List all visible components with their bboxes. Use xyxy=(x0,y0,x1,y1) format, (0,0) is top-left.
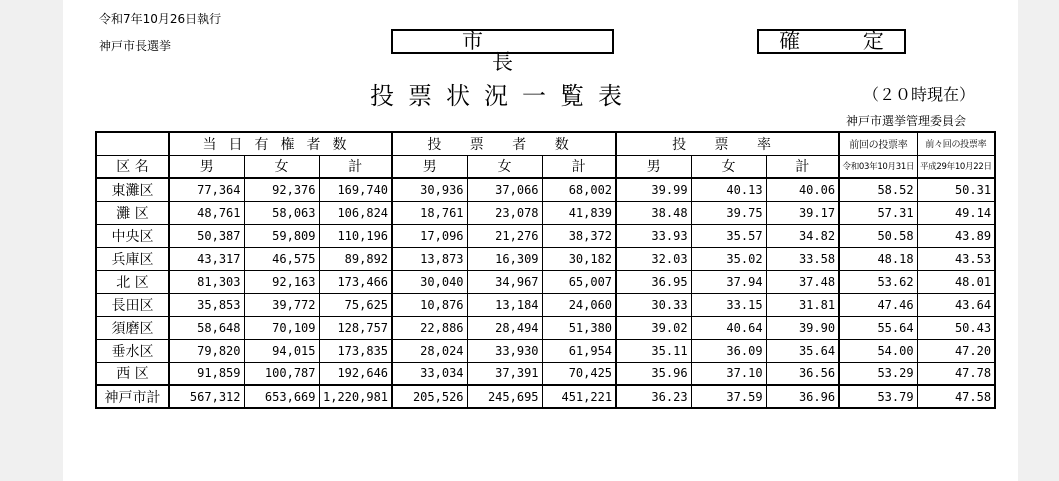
reg-f-cell: 70,109 xyxy=(244,316,319,339)
prev2-date-header: 平成29年10月22日 xyxy=(917,155,995,178)
reg-f-cell: 39,772 xyxy=(244,293,319,316)
vot-t-cell: 51,380 xyxy=(542,316,616,339)
reg-m-cell: 567,312 xyxy=(169,385,244,408)
vot-m-cell: 205,526 xyxy=(392,385,467,408)
reg-total-header: 計 xyxy=(319,155,392,178)
area-name-cell: 兵庫区 xyxy=(96,247,169,270)
as-of-time: （２０時現在） xyxy=(863,85,976,104)
table-row xyxy=(96,270,995,293)
rate-total-header: 計 xyxy=(766,155,839,178)
rate-f-cell: 37.10 xyxy=(691,362,766,385)
vot-t-cell: 30,182 xyxy=(542,247,616,270)
vot-m-cell: 30,936 xyxy=(392,178,467,201)
table-row xyxy=(96,201,995,224)
reg-t-cell: 1,220,981 xyxy=(319,385,392,408)
prev2-cell: 49.14 xyxy=(917,201,995,224)
table-row xyxy=(96,224,995,247)
vot-m-cell: 17,096 xyxy=(392,224,467,247)
reg-m-cell: 79,820 xyxy=(169,339,244,362)
reg-f-cell: 58,063 xyxy=(244,201,319,224)
prev2-cell: 43.53 xyxy=(917,247,995,270)
rate-f-cell: 36.09 xyxy=(691,339,766,362)
vot-f-cell: 16,309 xyxy=(467,247,542,270)
reg-m-cell: 91,859 xyxy=(169,362,244,385)
rate-m-cell: 39.02 xyxy=(616,316,691,339)
prev2-cell: 50.31 xyxy=(917,178,995,201)
area-name-cell: 西 区 xyxy=(96,362,169,385)
vot-m-cell: 22,886 xyxy=(392,316,467,339)
reg-t-cell: 173,466 xyxy=(319,270,392,293)
vot-m-cell: 18,761 xyxy=(392,201,467,224)
prev2-rate-header: 前々回の投票率 xyxy=(917,132,995,155)
committee-name: 神戸市選挙管理委員会 xyxy=(846,114,967,128)
prev-rate-header: 前回の投票率 xyxy=(839,132,917,155)
table-row xyxy=(96,178,995,201)
area-name-cell: 長田区 xyxy=(96,293,169,316)
status-box xyxy=(757,29,912,54)
rate-f-cell: 35.57 xyxy=(691,224,766,247)
table-row xyxy=(96,339,995,362)
reg-m-cell: 43,317 xyxy=(169,247,244,270)
vot-male-header: 男 xyxy=(392,155,467,178)
prev2-cell: 43.64 xyxy=(917,293,995,316)
rate-m-cell: 33.93 xyxy=(616,224,691,247)
area-name-cell: 東灘区 xyxy=(96,178,169,201)
rate-f-cell: 37.94 xyxy=(691,270,766,293)
prev2-cell: 50.43 xyxy=(917,316,995,339)
prev2-cell: 47.20 xyxy=(917,339,995,362)
rate-t-cell: 35.64 xyxy=(766,339,839,362)
reg-f-cell: 100,787 xyxy=(244,362,319,385)
vot-t-cell: 41,839 xyxy=(542,201,616,224)
reg-f-cell: 59,809 xyxy=(244,224,319,247)
vot-f-cell: 33,930 xyxy=(467,339,542,362)
vot-f-cell: 37,391 xyxy=(467,362,542,385)
rate-f-cell: 37.59 xyxy=(691,385,766,408)
reg-f-cell: 653,669 xyxy=(244,385,319,408)
reg-m-cell: 77,364 xyxy=(169,178,244,201)
prev-cell: 55.64 xyxy=(839,316,917,339)
vot-t-cell: 70,425 xyxy=(542,362,616,385)
rate-f-cell: 39.75 xyxy=(691,201,766,224)
rate-f-cell: 40.13 xyxy=(691,178,766,201)
vot-t-cell: 61,954 xyxy=(542,339,616,362)
page-title: 投票状況一覧表 xyxy=(370,82,636,110)
reg-m-cell: 58,648 xyxy=(169,316,244,339)
vot-m-cell: 33,034 xyxy=(392,362,467,385)
reg-t-cell: 128,757 xyxy=(319,316,392,339)
prev2-cell: 47.78 xyxy=(917,362,995,385)
reg-f-cell: 94,015 xyxy=(244,339,319,362)
vot-f-cell: 13,184 xyxy=(467,293,542,316)
vot-total-header: 計 xyxy=(542,155,616,178)
reg-m-cell: 81,303 xyxy=(169,270,244,293)
area-name-cell: 灘 区 xyxy=(96,201,169,224)
prev-cell: 48.18 xyxy=(839,247,917,270)
rate-t-cell: 33.58 xyxy=(766,247,839,270)
reg-f-cell: 92,376 xyxy=(244,178,319,201)
rate-t-cell: 36.96 xyxy=(766,385,839,408)
reg-male-header: 男 xyxy=(169,155,244,178)
prev-cell: 53.79 xyxy=(839,385,917,408)
reg-t-cell: 173,835 xyxy=(319,339,392,362)
total-row xyxy=(96,385,995,408)
table-row xyxy=(96,316,995,339)
reg-m-cell: 48,761 xyxy=(169,201,244,224)
sub-header-row xyxy=(96,155,995,178)
area-header: 区 名 xyxy=(96,155,169,178)
document-page xyxy=(63,0,1018,481)
reg-female-header: 女 xyxy=(244,155,319,178)
area-name-cell: 須磨区 xyxy=(96,316,169,339)
rate-m-cell: 36.95 xyxy=(616,270,691,293)
vot-m-cell: 10,876 xyxy=(392,293,467,316)
rate-t-cell: 31.81 xyxy=(766,293,839,316)
prev-cell: 50.58 xyxy=(839,224,917,247)
vot-m-cell: 13,873 xyxy=(392,247,467,270)
rate-f-cell: 33.15 xyxy=(691,293,766,316)
area-name-cell: 垂水区 xyxy=(96,339,169,362)
rate-m-cell: 39.99 xyxy=(616,178,691,201)
reg-f-cell: 46,575 xyxy=(244,247,319,270)
turnout-table xyxy=(95,131,996,409)
vot-female-header: 女 xyxy=(467,155,542,178)
rate-m-cell: 36.23 xyxy=(616,385,691,408)
vot-f-cell: 23,078 xyxy=(467,201,542,224)
prev-date-header: 令和03年10月31日 xyxy=(839,155,917,178)
rate-t-cell: 34.82 xyxy=(766,224,839,247)
reg-m-cell: 50,387 xyxy=(169,224,244,247)
prev-cell: 58.52 xyxy=(839,178,917,201)
vot-t-cell: 38,372 xyxy=(542,224,616,247)
prev2-cell: 43.89 xyxy=(917,224,995,247)
vot-m-cell: 28,024 xyxy=(392,339,467,362)
area-name-cell: 北 区 xyxy=(96,270,169,293)
table-row xyxy=(96,247,995,270)
status-box-label: 確 定 xyxy=(779,29,912,53)
vot-f-cell: 245,695 xyxy=(467,385,542,408)
reg-m-cell: 35,853 xyxy=(169,293,244,316)
prev2-cell: 48.01 xyxy=(917,270,995,293)
vot-f-cell: 21,276 xyxy=(467,224,542,247)
rate-t-cell: 39.17 xyxy=(766,201,839,224)
office-box-label: 市 長 xyxy=(462,29,573,74)
vot-t-cell: 451,221 xyxy=(542,385,616,408)
reg-t-cell: 110,196 xyxy=(319,224,392,247)
area-header-blank xyxy=(96,132,169,155)
rate-m-cell: 35.96 xyxy=(616,362,691,385)
area-name-cell: 中央区 xyxy=(96,224,169,247)
registered-header: 当日有権者数 xyxy=(169,132,392,155)
group-header-row xyxy=(96,132,995,155)
vot-m-cell: 30,040 xyxy=(392,270,467,293)
rate-m-cell: 35.11 xyxy=(616,339,691,362)
prev-cell: 47.46 xyxy=(839,293,917,316)
rate-m-cell: 30.33 xyxy=(616,293,691,316)
vot-f-cell: 37,066 xyxy=(467,178,542,201)
rate-f-cell: 40.64 xyxy=(691,316,766,339)
rate-header: 投 票 率 xyxy=(616,132,839,155)
rate-f-cell: 35.02 xyxy=(691,247,766,270)
vot-t-cell: 65,007 xyxy=(542,270,616,293)
prev2-cell: 47.58 xyxy=(917,385,995,408)
election-name: 神戸市長選挙 xyxy=(99,39,172,53)
election-date: 令和7年10月26日執行 xyxy=(99,12,222,26)
reg-t-cell: 169,740 xyxy=(319,178,392,201)
vot-f-cell: 28,494 xyxy=(467,316,542,339)
prev-cell: 53.29 xyxy=(839,362,917,385)
rate-t-cell: 39.90 xyxy=(766,316,839,339)
voters-header: 投 票 者 数 xyxy=(392,132,616,155)
rate-female-header: 女 xyxy=(691,155,766,178)
table-row xyxy=(96,293,995,316)
vot-f-cell: 34,967 xyxy=(467,270,542,293)
reg-t-cell: 192,646 xyxy=(319,362,392,385)
rate-m-cell: 32.03 xyxy=(616,247,691,270)
office-box xyxy=(391,29,614,74)
reg-f-cell: 92,163 xyxy=(244,270,319,293)
rate-m-cell: 38.48 xyxy=(616,201,691,224)
vot-t-cell: 68,002 xyxy=(542,178,616,201)
reg-t-cell: 75,625 xyxy=(319,293,392,316)
rate-t-cell: 37.48 xyxy=(766,270,839,293)
prev-cell: 53.62 xyxy=(839,270,917,293)
rate-t-cell: 36.56 xyxy=(766,362,839,385)
area-name-cell: 神戸市計 xyxy=(96,385,169,408)
reg-t-cell: 89,892 xyxy=(319,247,392,270)
reg-t-cell: 106,824 xyxy=(319,201,392,224)
prev-cell: 54.00 xyxy=(839,339,917,362)
rate-t-cell: 40.06 xyxy=(766,178,839,201)
rate-male-header: 男 xyxy=(616,155,691,178)
vot-t-cell: 24,060 xyxy=(542,293,616,316)
table-row xyxy=(96,362,995,385)
prev-cell: 57.31 xyxy=(839,201,917,224)
